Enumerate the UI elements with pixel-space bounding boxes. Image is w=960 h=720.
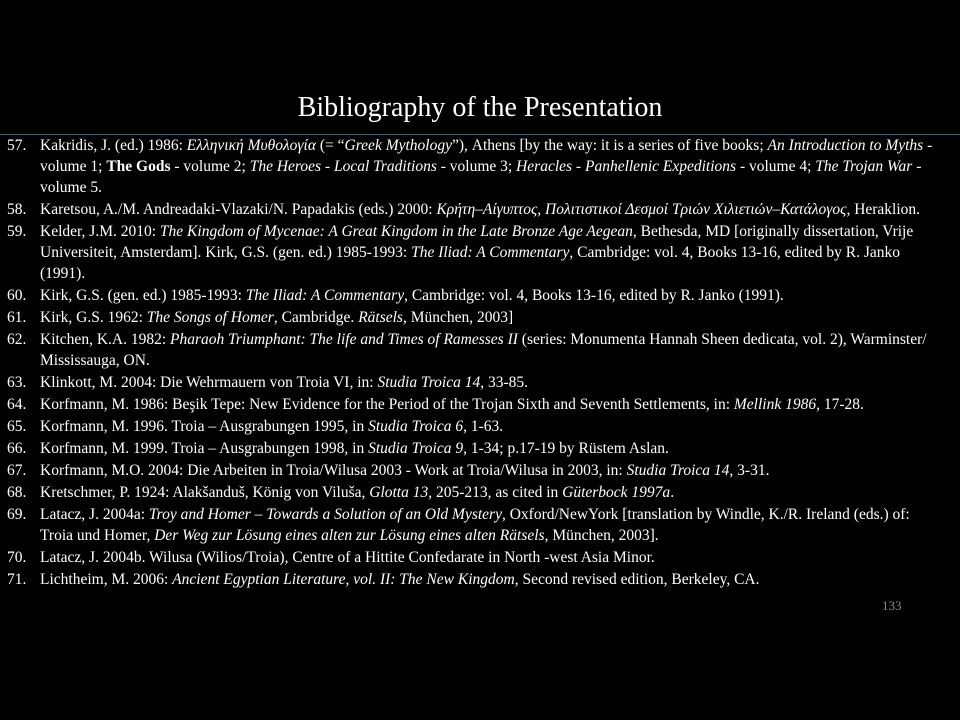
reference-segment: The Heroes - Local Traditions — [249, 158, 437, 175]
reference-segment: (series: Monumenta Hannah Sheen dedicata, vol. 2), Warminster/ Mississauga, ON. — [40, 331, 927, 369]
reference-text — [40, 396, 864, 413]
reference-segment: Korfmann, M. 1999. Troia – Ausgrabungen 1998, in — [40, 440, 369, 457]
reference-segment: , 3-31. — [729, 462, 770, 479]
reference-segment: Der Weg zur Lösung eines alten zur Lösung eines alten Rätsels — [154, 527, 545, 544]
reference-segment: Mellink 1986 — [733, 396, 817, 413]
reference-segment: Kakridis, J. (ed.) 1986: — [40, 137, 187, 154]
reference-text — [40, 506, 910, 544]
reference-text — [40, 484, 674, 501]
page-number: 133 — [882, 598, 902, 613]
reference-segment: , Cambridge: vol. 4, Books 13-16, edited by R. Janko (1991). — [40, 244, 901, 282]
reference-item — [0, 135, 960, 198]
reference-segment: , Cambridge: vol. 4, Books 13-16, edited by R. Janko (1991). — [404, 287, 784, 304]
reference-segment: Studia Troica 9 — [368, 440, 464, 457]
reference-segment: , 33-85. — [480, 374, 529, 391]
slide-title: Bibliography of the Presentation — [297, 92, 663, 123]
reference-item — [0, 372, 960, 393]
reference-text — [40, 331, 927, 369]
reference-segment: An Introduction to Myths — [767, 137, 924, 154]
reference-segment: . — [670, 484, 675, 501]
reference-segment: Studia Troica 6 — [368, 418, 464, 435]
reference-item — [0, 307, 960, 328]
reference-segment: The Trojan War — [815, 158, 913, 175]
reference-item — [0, 504, 960, 546]
reference-segment: Kirk, G.S. (gen. ed.) 1985-1993: — [40, 287, 246, 304]
reference-segment: Latacz, J. 2004b. Wilusa (Wilios/Troia), Centre of a Hittite Confedarate in North -west Asia Minor. — [40, 549, 655, 566]
reference-segment: The Iliad: A Commentary — [411, 244, 570, 261]
reference-segment: Korfmann, M. 1986: Beşik Tepe: New Evidence for the Period of the Trojan Sixth and Seventh Settlements, in: — [40, 396, 734, 413]
reference-segment: (= “ — [315, 137, 345, 154]
reference-segment: ”), Athens [by the way: it is a series of five books; — [451, 137, 768, 154]
reference-segment: , Second revised edition, Berkeley, CA. — [514, 571, 760, 588]
reference-number: 67. — [7, 462, 27, 479]
reference-segment: Güterbock 1997a — [562, 484, 671, 501]
reference-item — [0, 482, 960, 503]
reference-item — [0, 460, 960, 481]
reference-text — [40, 549, 655, 566]
reference-segment: Greek Mythology — [344, 137, 452, 154]
reference-number: 65. — [7, 418, 27, 435]
reference-segment: , 1-34; p.17-19 by Rüstem Aslan. — [463, 440, 669, 457]
reference-segment: Troy and Homer – Towards a Solution of an Old Mystery — [148, 506, 502, 523]
reference-segment: , Heraklion. — [846, 201, 921, 218]
reference-item — [0, 285, 960, 306]
reference-segment: The Songs of Homer — [146, 309, 274, 326]
reference-number: 61. — [7, 309, 27, 326]
reference-item — [0, 438, 960, 459]
reference-segment: Studia Troica 14 — [377, 374, 481, 391]
reference-segment: Glotta 13 — [369, 484, 429, 501]
reference-segment: , 1-63. — [463, 418, 504, 435]
reference-text — [40, 440, 669, 457]
reference-segment: , München, 2003]. — [544, 527, 659, 544]
bibliography-list — [0, 135, 960, 591]
reference-segment: Studia Troica 14 — [626, 462, 730, 479]
reference-segment: Kitchen, K.A. 1982: — [40, 331, 171, 348]
reference-number: 71. — [7, 571, 27, 588]
reference-segment: Kelder, J.M. 2010: — [40, 223, 160, 240]
reference-text — [40, 137, 932, 196]
reference-item — [0, 394, 960, 415]
reference-number: 62. — [7, 331, 27, 348]
reference-segment: Lichtheim, M. 2006: — [40, 571, 173, 588]
reference-text — [40, 309, 513, 326]
reference-segment: Latacz, J. 2004a: — [40, 506, 149, 523]
reference-text — [40, 418, 503, 435]
reference-segment: - volume 2; — [170, 158, 250, 175]
reference-number: 59. — [7, 223, 27, 240]
reference-segment: , 17-28. — [816, 396, 864, 413]
reference-segment: Κρήτη–Αίγυπτος, Πολιτιστικοί Δεσμοί Τριών Χιλιετιών–Κατάλογος — [436, 201, 847, 218]
reference-segment: Pharaoh Triumphant: The life and Times of Ramesses II — [170, 331, 518, 348]
reference-segment: , Cambridge. — [273, 309, 359, 326]
reference-segment: The Kingdom of Mycenae: A Great Kingdom in the Late Bronze Age Aegean — [159, 223, 633, 240]
reference-number: 68. — [7, 484, 27, 501]
reference-item — [0, 416, 960, 437]
reference-item — [0, 221, 960, 284]
reference-segment: Kretschmer, P. 1924: Alakšanduš, König von Viluša, — [40, 484, 370, 501]
reference-segment: The Gods — [106, 158, 171, 175]
reference-segment: Heracles - Panhellenic Expeditions — [516, 158, 737, 175]
reference-number: 70. — [7, 549, 27, 566]
reference-segment: Kirk, G.S. 1962: — [40, 309, 147, 326]
reference-text — [40, 571, 760, 588]
reference-text — [40, 462, 769, 479]
reference-segment: -volume 5. — [40, 158, 922, 196]
reference-segment: Korfmann, M. 1996. Troia – Ausgrabungen 1995, in — [40, 418, 369, 435]
reference-segment: - volume 4; — [736, 158, 816, 175]
reference-segment: , Bethesda, MD [originally dissertation, Vrije Universiteit, Amsterdam]. Kirk, G.S. (gen. ed.) 1985-1993: — [40, 223, 914, 261]
reference-item — [0, 569, 960, 590]
reference-number: 64. — [7, 396, 27, 413]
reference-item — [0, 199, 960, 220]
reference-segment: - volume 1; — [40, 137, 933, 175]
reference-segment: - volume 3; — [436, 158, 517, 175]
reference-segment: , 205-213, as cited in — [428, 484, 563, 501]
reference-segment: Ancient Egyptian Literature, vol. II: The New Kingdom — [172, 571, 515, 588]
reference-number: 66. — [7, 440, 27, 457]
reference-number: 60. — [7, 287, 27, 304]
reference-text — [40, 201, 920, 218]
reference-number: 63. — [7, 374, 27, 391]
reference-number: 57. — [7, 137, 27, 154]
reference-segment: Karetsou, A./M. Andreadaki-Vlazaki/N. Papadakis (eds.) 2000: — [40, 201, 437, 218]
reference-item — [0, 547, 960, 568]
reference-segment: Klinkott, M. 2004: Die Wehrmauern von Troia VI, in: — [40, 374, 378, 391]
reference-number: 58. — [7, 201, 27, 218]
reference-segment: , München, 2003] — [402, 309, 514, 326]
reference-segment: The Iliad: A Commentary — [245, 287, 405, 304]
reference-text — [40, 223, 913, 282]
reference-segment: , Oxford/NewYork [translation by Windle, K./R. Ireland (eds.) of: Troia und Homer, — [40, 506, 910, 544]
reference-text — [40, 287, 784, 304]
reference-segment: Korfmann, M.O. 2004: Die Arbeiten in Troia/Wilusa 2003 - Work at Troia/Wilusa in 2003, in: — [40, 462, 627, 479]
reference-text — [40, 374, 528, 391]
reference-item — [0, 329, 960, 371]
reference-number: 69. — [7, 506, 27, 523]
reference-segment: Ελληνική Μυθολογία — [186, 137, 316, 154]
reference-segment: Rätsels — [358, 309, 403, 326]
